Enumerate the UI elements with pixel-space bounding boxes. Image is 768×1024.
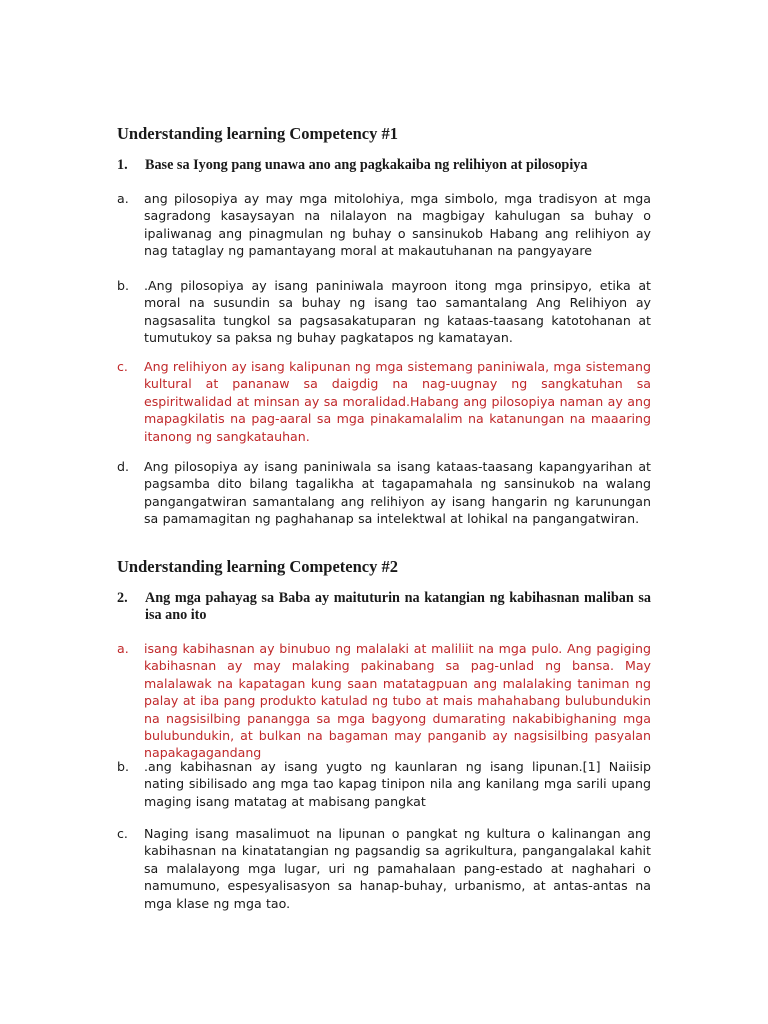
option-letter: c. [117, 826, 128, 841]
section-1-heading: Understanding learning Competency #1 [117, 124, 398, 143]
option-text: .Ang pilosopiya ay isang paniniwala mayroon itong mga prinsipyo, etika at moral na susundin sa buhay ng isang tao samantalang Ang Relihiyon ay nagsasalita tungkol sa pagsasakatuparan ng kataas-taasang katotohanan at tumutukoy sa paksa ng buhay pagkatapos ng kamatayan. [144, 278, 651, 346]
option-text: Ang relihiyon ay isang kalipunan ng mga sistemang paniniwala, mga sistemang kultural at pananaw sa daigdig na nag-uugnay ng sangkatuhan sa espiritwalidad at minsan ay sa moralidad.Habang ang pilosopiya naman ay ang mapagkilatis na pag-aaral sa mga pinakamalalim na katanungan na maaaring itanong ng sangkatauhan. [144, 359, 651, 444]
section-2-option-c [117, 825, 651, 912]
option-text: ang pilosopiya ay may mga mitolohiya, mga simbolo, mga tradisyon at mga sagradong kasaysayan na nilalayon na magbigay kahulugan sa buhay o ipaliwanag ang pinagmulan ng buhay o sansinukob Habang ang relihiyon ay nag tataglay ng pamantayang moral at makautuhanan na pangyayare [144, 191, 651, 259]
section-1-option-c-highlighted [117, 358, 651, 445]
section-2-question [117, 590, 651, 624]
option-letter: a. [117, 641, 129, 656]
question-number: 1. [117, 157, 128, 173]
question-text: Ang mga pahayag sa Baba ay maituturin na katangian ng kabihasnan maliban sa isa ano ito [145, 590, 651, 623]
section-1-option-d [117, 458, 651, 528]
option-letter: b. [117, 759, 129, 774]
option-letter: c. [117, 359, 128, 374]
section-2-option-a-highlighted [117, 640, 651, 762]
section-2-option-b [117, 758, 651, 810]
option-text: Ang pilosopiya ay isang paniniwala sa isang kataas-taasang kapangyarihan at pagsamba dito bilang tagalikha at tagapamahala ng sansinukob na walang pangangatwiran samantalang ang relihiyon ay isang hangarin ng karunungan sa pamamagitan ng paghahanap sa intelektwal at lohikal na pangangatwiran. [144, 459, 651, 527]
section-2-heading: Understanding learning Competency #2 [117, 557, 398, 576]
option-text: isang kabihasnan ay binubuo ng malalaki at maliliit na mga pulo. Ang pagiging kabihasnan ay may malaking pakinabang sa pag-unlad ng bansa. May malalawak na kapatagan kung saan matatagpuan ang malalaking taniman ng palay at iba pang produkto katulad ng tubo at mais mahahabang bulubundukin na nagsisilbing panangga sa mga bagyong dumarating nakabibighaning mga bulubundukin, at bulkan na bagaman may panganib ay nagsisilbing pasyalan napakagagandang [144, 641, 651, 761]
option-letter: b. [117, 278, 129, 293]
option-text: Naging isang masalimuot na lipunan o pangkat ng kultura o kalinangan ang kabihasnan na kinatatangian ng pagsandig sa agrikultura, pangangalakal kahit sa malalayong mga lugar, uri ng pamahalaan pang-estado at naghahari o namumuno, espesyalisasyon sa hanap-buhay, urbanismo, at antas-antas na mga klase ng mga tao. [144, 826, 651, 911]
question-text: Base sa Iyong pang unawa ano ang pagkakaiba ng relihiyon at pilosopiya [145, 157, 588, 173]
section-1-option-a [117, 190, 651, 260]
section-1-option-b [117, 277, 651, 347]
option-letter: d. [117, 459, 129, 474]
question-number: 2. [117, 590, 128, 606]
option-text: .ang kabihasnan ay isang yugto ng kaunlaran ng isang lipunan.[1] Naiisip nating sibilisado ang mga tao kapag tinipon nila ang kanilang mga sarili upang maging isang matatag at mabisang pangkat [144, 759, 651, 809]
option-letter: a. [117, 191, 129, 206]
section-1-question [117, 157, 651, 174]
